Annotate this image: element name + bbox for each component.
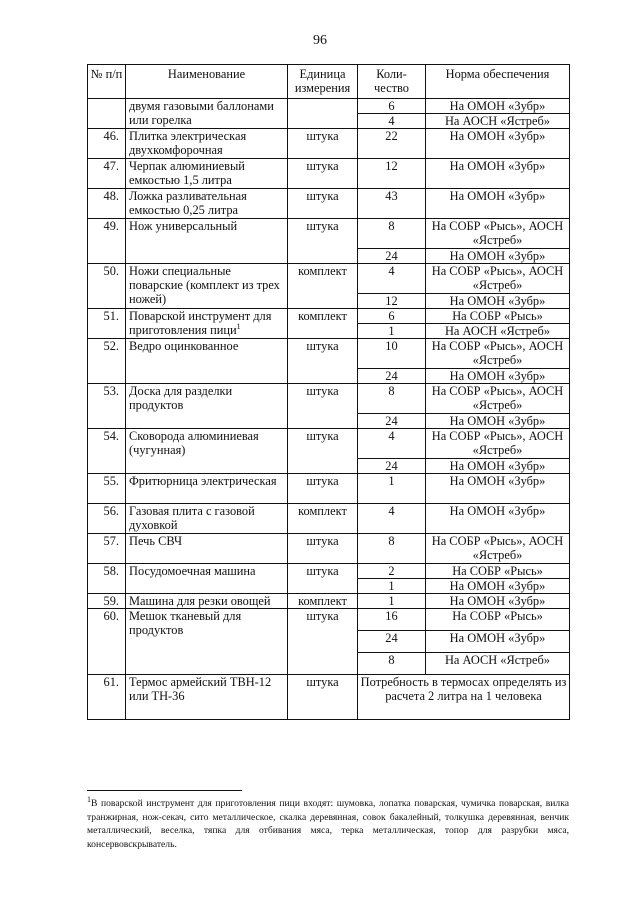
table-row bbox=[88, 339, 570, 369]
table-header-row bbox=[88, 65, 570, 99]
item-quantity: 4 bbox=[358, 114, 426, 129]
row-number: 48. bbox=[88, 189, 126, 219]
item-unit: штука bbox=[288, 384, 358, 429]
item-unit: штука bbox=[288, 609, 358, 675]
item-name: Ножи специальные поварские (комплект из трех ножей) bbox=[126, 264, 288, 309]
item-name: Доска для разделки продуктов bbox=[126, 384, 288, 429]
row-number: 50. bbox=[88, 264, 126, 309]
item-name: Мешок тканевый для продуктов bbox=[126, 609, 288, 675]
item-norm: На ОМОН «Зубр» bbox=[426, 129, 570, 159]
table-row bbox=[88, 99, 570, 114]
item-name: Фритюрница электрическая bbox=[126, 474, 288, 504]
item-quantity: 4 bbox=[358, 504, 426, 534]
item-name: Машина для резки овощей bbox=[126, 594, 288, 609]
item-norm: На СОБР «Рысь», АОСН «Ястреб» bbox=[426, 429, 570, 459]
footnote bbox=[87, 794, 569, 851]
item-norm: На ОМОН «Зубр» bbox=[426, 294, 570, 309]
item-quantity: 43 bbox=[358, 189, 426, 219]
item-norm: На СОБР «Рысь» bbox=[426, 309, 570, 324]
item-quantity: 24 bbox=[358, 249, 426, 264]
item-name: Ведро оцинкованное bbox=[126, 339, 288, 384]
row-number: 46. bbox=[88, 129, 126, 159]
table-row bbox=[88, 564, 570, 579]
item-quantity: 10 bbox=[358, 339, 426, 369]
footnote-mark: 1 bbox=[87, 794, 91, 804]
footnote-divider bbox=[87, 790, 242, 791]
merged-note: Потребность в термосах определять из расчета 2 литра на 1 человека bbox=[358, 675, 570, 720]
item-norm: На АОСН «Ястреб» bbox=[426, 324, 570, 339]
item-norm: На ОМОН «Зубр» bbox=[426, 159, 570, 189]
item-norm: На СОБР «Рысь», АОСН «Ястреб» bbox=[426, 264, 570, 294]
item-norm: На СОБР «Рысь», АОСН «Ястреб» bbox=[426, 534, 570, 564]
header-name: Наименование bbox=[126, 65, 288, 99]
item-quantity: 8 bbox=[358, 219, 426, 249]
table-row bbox=[88, 309, 570, 324]
item-name: Посудомоечная машина bbox=[126, 564, 288, 594]
item-norm: На СОБР «Рысь» bbox=[426, 564, 570, 579]
table-row bbox=[88, 384, 570, 414]
row-number: 60. bbox=[88, 609, 126, 675]
item-norm: На АОСН «Ястреб» bbox=[426, 653, 570, 675]
item-name: двумя газовыми баллонами или горелка bbox=[126, 99, 288, 129]
item-unit: штука bbox=[288, 189, 358, 219]
item-quantity: 1 bbox=[358, 324, 426, 339]
item-unit bbox=[288, 99, 358, 129]
item-unit: штука bbox=[288, 219, 358, 264]
item-norm: На ОМОН «Зубр» bbox=[426, 579, 570, 594]
item-name: Черпак алюминиевый емкостью 1,5 литра bbox=[126, 159, 288, 189]
table-row bbox=[88, 594, 570, 609]
item-norm: На ОМОН «Зубр» bbox=[426, 189, 570, 219]
item-norm: На СОБР «Рысь», АОСН «Ястреб» bbox=[426, 384, 570, 414]
item-name: Плитка электрическая двухкомфорочная bbox=[126, 129, 288, 159]
row-number: 61. bbox=[88, 675, 126, 720]
table-row bbox=[88, 264, 570, 294]
row-number: 59. bbox=[88, 594, 126, 609]
row-number: 55. bbox=[88, 474, 126, 504]
header-unit: Единица измерения bbox=[288, 65, 358, 99]
item-name-text: Поварской инструмент для приготовления пици bbox=[129, 309, 272, 337]
item-unit: штука bbox=[288, 339, 358, 384]
footnote-text: В поварской инструмент для приготовления пици входят: шумовка, лопатка поварская, чумичка поварская, вилка транжирная, нож-секач, сито металлическое, скалка деревянная, совок бакалейный, толкушка деревянная, венчик металлический, веселка, тяпка для отбивания мяса, терка металлическая, топор для разрубки мяса, консервовскрыватель. bbox=[87, 798, 569, 850]
item-quantity: 8 bbox=[358, 534, 426, 564]
table-row bbox=[88, 129, 570, 159]
item-quantity: 1 bbox=[358, 474, 426, 504]
footnote-ref: 1 bbox=[236, 321, 241, 331]
item-norm: На ОМОН «Зубр» bbox=[426, 369, 570, 384]
table-row bbox=[88, 189, 570, 219]
supply-norms-table bbox=[87, 64, 570, 720]
item-unit: штука bbox=[288, 564, 358, 594]
item-name: Ложка разливательная емкостью 0,25 литра bbox=[126, 189, 288, 219]
item-unit: штука bbox=[288, 534, 358, 564]
item-quantity: 24 bbox=[358, 459, 426, 474]
row-number: 51. bbox=[88, 309, 126, 339]
item-quantity: 1 bbox=[358, 594, 426, 609]
item-unit: штука bbox=[288, 474, 358, 504]
item-quantity: 12 bbox=[358, 294, 426, 309]
item-unit: штука bbox=[288, 159, 358, 189]
item-norm: На ОМОН «Зубр» bbox=[426, 631, 570, 653]
row-number: 57. bbox=[88, 534, 126, 564]
item-unit: штука bbox=[288, 129, 358, 159]
item-quantity: 2 bbox=[358, 564, 426, 579]
item-quantity: 8 bbox=[358, 653, 426, 675]
row-number: 49. bbox=[88, 219, 126, 264]
table-row bbox=[88, 675, 570, 720]
item-unit: комплект bbox=[288, 264, 358, 309]
item-quantity: 4 bbox=[358, 429, 426, 459]
item-quantity: 24 bbox=[358, 369, 426, 384]
table-row bbox=[88, 429, 570, 459]
row-number: 58. bbox=[88, 564, 126, 594]
item-norm: На СОБР «Рысь» bbox=[426, 609, 570, 631]
table-row bbox=[88, 159, 570, 189]
item-unit: комплект bbox=[288, 504, 358, 534]
row-number: 54. bbox=[88, 429, 126, 474]
item-norm: На ОМОН «Зубр» bbox=[426, 414, 570, 429]
item-unit: комплект bbox=[288, 309, 358, 339]
table-row bbox=[88, 474, 570, 504]
header-qty: Коли-чество bbox=[358, 65, 426, 99]
item-name: Нож универсальный bbox=[126, 219, 288, 264]
item-norm: На СОБР «Рысь», АОСН «Ястреб» bbox=[426, 219, 570, 249]
item-name bbox=[126, 309, 288, 339]
row-number: 53. bbox=[88, 384, 126, 429]
item-norm: На СОБР «Рысь», АОСН «Ястреб» bbox=[426, 339, 570, 369]
item-name: Термос армейский ТВН-12 или ТН-36 bbox=[126, 675, 288, 720]
item-quantity: 24 bbox=[358, 631, 426, 653]
item-norm: На ОМОН «Зубр» bbox=[426, 504, 570, 534]
item-norm: На ОМОН «Зубр» bbox=[426, 594, 570, 609]
header-num: № п/п bbox=[88, 65, 126, 99]
row-number bbox=[88, 99, 126, 129]
item-norm: На АОСН «Ястреб» bbox=[426, 114, 570, 129]
page-number: 96 bbox=[313, 33, 327, 48]
item-quantity: 16 bbox=[358, 609, 426, 631]
item-norm: На ОМОН «Зубр» bbox=[426, 99, 570, 114]
row-number: 47. bbox=[88, 159, 126, 189]
item-unit: комплект bbox=[288, 594, 358, 609]
item-quantity: 24 bbox=[358, 414, 426, 429]
item-quantity: 1 bbox=[358, 579, 426, 594]
row-number: 52. bbox=[88, 339, 126, 384]
item-norm: На ОМОН «Зубр» bbox=[426, 459, 570, 474]
table-row bbox=[88, 609, 570, 631]
item-quantity: 12 bbox=[358, 159, 426, 189]
item-name: Печь СВЧ bbox=[126, 534, 288, 564]
item-name: Газовая плита с газовой духовкой bbox=[126, 504, 288, 534]
item-quantity: 6 bbox=[358, 309, 426, 324]
item-quantity: 6 bbox=[358, 99, 426, 114]
item-norm: На ОМОН «Зубр» bbox=[426, 474, 570, 504]
item-quantity: 4 bbox=[358, 264, 426, 294]
row-number: 56. bbox=[88, 504, 126, 534]
item-quantity: 8 bbox=[358, 384, 426, 414]
table-row bbox=[88, 504, 570, 534]
table-body bbox=[88, 99, 570, 720]
item-unit: штука bbox=[288, 429, 358, 474]
item-norm: На ОМОН «Зубр» bbox=[426, 249, 570, 264]
item-name: Сковорода алюминиевая (чугунная) bbox=[126, 429, 288, 474]
table-row bbox=[88, 219, 570, 249]
table-row bbox=[88, 534, 570, 564]
item-quantity: 22 bbox=[358, 129, 426, 159]
item-unit: штука bbox=[288, 675, 358, 720]
header-norm: Норма обеспечения bbox=[426, 65, 570, 99]
